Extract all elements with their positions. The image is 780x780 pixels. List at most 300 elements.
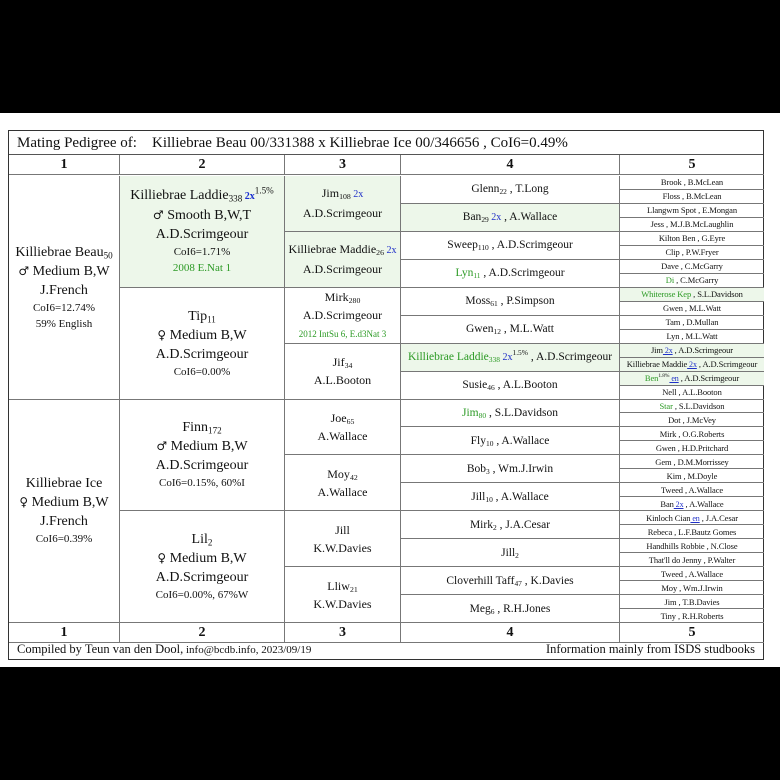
gen3-name-line [325,288,361,306]
gen3-name: Jif$_{34}$ [332,355,353,370]
gen5-owner: , D.Mullan [680,317,719,328]
gen4-owner: , M.L.Watt [500,323,554,336]
gen5-1 [620,190,764,204]
gen4-line [446,575,573,587]
sire-name: Killiebrae Beau 00/331388 [151,135,315,151]
gen5-owner: , A.D.Scrimgeour [696,359,758,370]
gen4-12 [401,511,620,539]
gen4-number: 110 [477,243,489,253]
gen5-name: Kilton Ben [658,233,696,244]
gen5-name: Jim [664,596,677,607]
column-number: 4 [506,156,514,172]
gen1-sex-icon: ♀ [19,495,29,510]
gen4-name: Moss$_{61}$ [465,295,498,309]
gen2-owner-line [156,568,249,587]
gen3-name-line [289,240,397,260]
gen2-coi: CoI6=1.71% [173,246,231,259]
gen5-line [661,583,722,593]
gen5-name: Nell [662,387,677,398]
gen5-owner: , M.Doyle [681,470,718,481]
gen2-name-line [182,418,221,437]
gen3-owner: A.D.Scrimgeour [302,206,383,221]
gen4-line [463,211,557,223]
gen5-owner: , P.W.Fryer [679,247,719,258]
gen1-dam [9,400,120,624]
gen2-2 [120,400,285,512]
gen3-owner-line [317,427,367,445]
gen5-owner: , P.Walter [701,554,736,565]
gen5-coi-pct: 1.8% [658,373,670,380]
gen2-number: 338 [228,193,243,204]
gen5-line [649,555,735,565]
gen4-0 [401,176,620,204]
gen1-sex-line [18,262,109,281]
gen5-line [666,317,719,327]
column-number: 1 [60,624,68,640]
gen2-coi: CoI6=0.15%, 60%I [159,477,245,490]
footer [9,639,763,660]
footer-credit-name: Compiled by Teun van den Dool, [17,642,184,656]
gen5-line [645,373,739,383]
gen4-5 [401,316,620,344]
gen5-owner: , S.L.Davidson [672,401,725,411]
gen2-name-line [130,186,273,206]
gen5-line [660,499,723,509]
gen5-name: Ben [644,373,659,384]
gen5-name: Tweed [660,484,683,495]
gen2-number: 2 [207,537,213,548]
gen5-25 [620,525,764,539]
gen5-name: Rebeca [647,526,673,537]
gen2-owner-line [156,225,249,244]
gen4-number: 338 [488,354,500,364]
gen5-7 [620,274,764,288]
gen4-3 [401,260,620,288]
gen4-line [501,547,519,559]
gen3-name: Moy$_{42}$ [327,466,358,482]
gen4-coi-pct: 1.5% [512,348,529,358]
gen1-extra-line [36,316,93,332]
gen1-owner: J.French [40,282,88,298]
column-number: 2 [198,156,206,172]
gen4-14 [401,567,620,595]
gen4-number: 3 [486,466,490,476]
gen5-line [663,303,721,313]
gen4-line [470,519,550,531]
gen5-name: Mirk [659,428,677,439]
gen4-name: Susie$_{46}$ [462,379,495,392]
gen2-sex-line [156,437,247,456]
gen4-13 [401,539,620,567]
gen2-desc: Medium B,W [166,327,247,343]
gen1-owner-line [40,512,88,531]
gen5-owner: , D.M.Morrissey [671,456,729,467]
gen4-line [455,267,564,279]
gen4-number: 11 [473,271,481,281]
gen3-0 [285,176,401,232]
gen4-line [471,435,550,447]
gen4-line [467,463,553,475]
gen5-line [651,345,733,355]
gen5-15 [620,386,764,400]
gen2-award: 2008 E.Nat 1 [172,262,232,275]
top-column-number-5 [620,155,764,175]
gen2-coi-line [174,244,231,260]
gen5-name: Jess [650,219,664,230]
gen5-line [655,457,728,467]
top-column-number-4 [401,155,620,175]
gen3-name: Mirk$_{280}$ [324,290,361,306]
gen3-owner: K.W.Davies [313,596,372,611]
gen1-name-line [26,474,103,493]
gen3-owner: A.Wallace [317,484,368,499]
gen5-owner: , M.L.Watt [682,303,722,314]
gen5-line [651,219,734,229]
gen5-owner: , R.H.Roberts [675,610,724,621]
gen2-desc: Medium B,W [167,439,248,455]
gen2-name: Lil$_2$ [191,532,213,548]
gen2-desc: Smooth B,W,T [163,208,252,224]
gen5-20 [620,455,764,469]
gen2-coi-pct: 1.5% [254,185,274,196]
gen1-coi-line [36,531,93,547]
gen4-owner: , K.Davies [521,574,574,587]
gen5-name: Dot [668,414,681,425]
mating-coi: , CoI6=0.49% [483,135,568,151]
gen3-owner-line [317,483,367,501]
gen5-owner: , A.Wallace [682,484,724,495]
gen3-number: 21 [349,584,358,594]
gen4-owner: , A.Wallace [501,211,558,224]
gen4-2 [401,232,620,260]
gen4-repeat-mark: 2x [499,352,513,364]
page-title [9,131,763,155]
gen5-owner: , N.Close [704,540,738,551]
gen5-owner: , Wm.J.Irwin [677,582,723,593]
gen1-name: Killiebrae Ice [25,476,103,492]
top-column-number-2 [120,155,285,175]
gen4-name: Jill$_2$ [501,546,519,560]
gen5-29 [620,581,764,595]
gen4-owner: , A.D.Scrimgeour [480,267,565,280]
gen4-number: 61 [490,299,498,309]
gen4-name: Jim$_{80}$ [462,406,487,420]
gen1-name: Killiebrae Beau$_{50}$ [15,244,113,261]
gen5-2 [620,204,764,218]
gen2-sex-icon: ♂ [156,439,168,454]
gen5-repeat-mark: 2x [687,360,697,370]
gen1-coi-line [33,300,95,316]
gen4-owner: , R.H.Jones [494,602,551,615]
gen4-owner: , T.Long [506,183,549,196]
gen2-owner: A.D.Scrimgeour [155,227,249,243]
gen4-number: 10 [485,438,494,448]
gen3-owner: A.D.Scrimgeour [302,262,383,277]
gen5-name: Clip [665,247,680,258]
gen3-name: Jim$_{108}$ [321,186,351,202]
gen5-line [662,387,721,397]
gen5-owner: , T.B.Davies [676,596,720,607]
gen4-name: Cloverhill Taff$_{47}$ [446,574,522,588]
cross-mark: x [318,135,326,151]
gen5-30 [620,595,764,609]
gen4-name: Mirk$_2$ [469,518,497,532]
gen5-owner: , M.J.B.McLaughlin [663,219,734,230]
gen1-coi: CoI6=0.39% [35,533,93,546]
column-number: 5 [688,156,696,172]
gen5-17 [620,413,764,427]
gen4-6 [401,344,620,372]
gen1-owner: J.French [40,514,88,530]
gen5-name: Tweed [660,568,683,579]
gen5-5 [620,246,764,260]
gen2-number: 11 [207,313,216,324]
gen4-4 [401,288,620,316]
gen4-line [471,183,548,195]
gen4-15 [401,595,620,623]
gen4-number: 80 [478,410,487,420]
gen1-desc: Medium B,W [29,263,110,279]
gen3-6 [285,511,401,567]
gen5-line [647,205,737,215]
gen2-1 [120,288,285,400]
gen5-owner: , L.F.Bautz Gomes [672,526,737,537]
gen5-9 [620,302,764,316]
gen1-desc: Medium B,W [28,495,109,511]
gen4-name: Gwen$_{12}$ [466,323,501,337]
gen3-owner: K.W.Davies [313,540,372,555]
gen2-sex-icon: ♀ [157,327,167,342]
gen4-line [471,491,548,503]
gen5-19 [620,441,764,455]
gen2-coi-line [159,475,245,491]
gen5-6 [620,260,764,274]
gen3-repeat-mark: 2x [350,189,364,201]
gen3-name-line [322,184,364,204]
gen3-number: 34 [344,361,353,370]
gen4-number: 6 [490,606,495,616]
gen4-owner: , A.Wallace [493,434,550,447]
top-column-number-3 [285,155,401,175]
gen5-line [641,289,743,299]
gen4-name: Sweep$_{110}$ [447,239,489,253]
gen4-number: 22 [499,187,507,197]
gen4-owner: , A.D.Scrimgeour [488,239,573,252]
gen5-owner: , A.Wallace [683,498,724,509]
gen5-name: Whiterose Kep [641,289,692,300]
gen2-owner-line [156,456,249,475]
gen2-coi-line [156,587,249,603]
gen5-line [668,415,716,425]
gen1-name-line [15,243,112,262]
gen5-owner: , B.McLean [680,191,722,202]
gen5-line [659,233,725,243]
gen2-name: Finn$_{172}$ [182,420,222,436]
title-prefix: Mating Pedigree of: [17,135,137,151]
gen5-line [661,485,723,495]
gen5-28 [620,567,764,581]
gen4-name: Meg$_6$ [469,602,495,616]
gen3-owner-line [314,371,371,389]
gen5-name: Kinloch Cian [646,512,691,523]
gen2-3 [120,511,285,623]
gen5-0 [620,176,764,190]
gen3-7 [285,567,401,623]
gen5-name: Gwen [662,303,683,314]
gen4-name: Lyn$_{11}$ [455,267,481,281]
footer-credit-contact: info@bcdb.info, 2023/09/19 [183,644,312,656]
gen2-owner: A.D.Scrimgeour [155,458,249,474]
gen5-owner: , G.Eyre [695,233,726,244]
gen3-name-line [335,521,350,539]
gen5-owner: , A.D.Scrimgeour [678,373,740,384]
gen5-31 [620,609,764,623]
gen4-line [470,603,551,615]
gen3-3 [285,344,401,400]
gen4-owner: , A.Wallace [492,490,549,503]
gen3-owner-line [303,260,382,278]
gen5-line [665,597,720,607]
gen4-number: 12 [493,327,501,337]
gen2-sex-icon: ♀ [157,551,167,566]
pedigree-frame [8,130,764,660]
gen5-line [646,513,738,523]
gen4-number: 10 [485,494,493,504]
gen4-owner: , A.D.Scrimgeour [528,351,613,364]
gen4-owner: , P.Simpson [497,295,555,308]
gen5-name: Dave [661,261,679,272]
gen3-award: 2012 IntSu 6, E.d3Nat 3 [298,329,387,340]
gen4-7 [401,372,620,400]
gen4-number: 29 [481,215,489,225]
gen5-repeat-mark: 2x [662,346,673,356]
gen5-line [660,401,725,411]
gen5-line [627,359,757,369]
gen4-name: Jill$_{10}$ [471,490,493,504]
gen5-21 [620,469,764,483]
gen5-4 [620,232,764,246]
gen2-sex-line [157,549,246,568]
gen4-owner: , Wm.J.Irwin [489,462,554,475]
gen3-owner-line [303,306,382,324]
gen3-repeat-mark: 2x [383,245,397,257]
gen4-line [466,323,554,335]
gen1-extra: 59% English [35,317,93,330]
top-column-number-1 [9,155,120,175]
gen3-name: Killiebrae Maddie$_{26}$ [288,242,384,258]
column-number: 1 [60,156,68,172]
gen5-line [661,261,723,271]
gen5-line [656,443,728,453]
gen5-24 [620,511,764,525]
gen5-name: Floss [662,191,681,202]
gen3-number: 280 [348,296,361,306]
gen4-name: Ban$_{29}$ [462,211,489,225]
gen5-name: That'll do Jenny [648,554,702,565]
gen2-sex-line [157,326,246,345]
gen4-11 [401,483,620,511]
gen4-line [462,407,558,419]
gen5-8 [620,288,764,302]
column-number: 3 [339,156,346,172]
gen5-line [646,541,737,551]
gen5-line [661,177,723,187]
gen2-name-line [192,530,213,549]
gen3-name-line [327,465,357,483]
gen2-repeat-mark: 2x [242,191,255,203]
gen5-line [666,331,717,341]
gen4-repeat-mark: 2x [488,212,502,224]
gen3-2 [285,288,401,344]
gen4-owner: , S.L.Davidson [486,406,558,419]
gen5-owner: , H.D.Pritchard [675,442,729,453]
gen4-line [447,239,573,251]
gen4-name: Bob$_3$ [466,462,490,476]
gen5-name: Brook [660,177,682,188]
gen4-owner: , A.L.Booton [494,379,558,392]
gen5-name: Ban [660,498,674,509]
gen4-1 [401,204,620,232]
gen4-9 [401,427,620,455]
gen3-4 [285,400,401,456]
column-number: 3 [339,624,346,640]
gen5-line [663,191,722,201]
gen5-10 [620,316,764,330]
gen2-desc: Medium B,W [166,551,247,567]
gen2-owner: A.D.Scrimgeour [155,346,249,362]
gen3-owner: A.L.Booton [313,373,372,388]
gen2-owner: A.D.Scrimgeour [155,570,249,586]
column-number: 4 [506,624,514,640]
gen2-coi: CoI6=0.00%, 67%W [155,589,249,602]
gen5-name: Llangwm Spot [646,205,697,216]
gen2-number: 172 [208,425,222,436]
gen3-number: 42 [349,472,358,482]
gen5-name: Killiebrae Maddie [626,359,688,370]
gen5-name: Gem [655,456,672,467]
gen5-repeat-mark: en [690,513,700,523]
gen5-owner: , B.McLean [681,177,724,188]
gen3-1 [285,232,401,288]
gen5-owner: , C.McGarry [674,275,719,286]
gen3-owner-line [313,539,371,557]
gen5-18 [620,427,764,441]
gen5-line [667,471,718,481]
gen3-name: Joe$_{65}$ [330,410,355,426]
gen5-owner: , O.G.Roberts [676,428,725,439]
gen4-name: Glenn$_{22}$ [471,183,507,197]
gen3-owner: A.Wallace [317,428,368,443]
gen4-name: Killiebrae Laddie$_{338}$ [407,351,500,364]
gen5-12 [620,344,764,358]
gen1-sex-icon: ♂ [18,263,30,278]
gen2-coi: CoI6=0.00% [173,365,231,378]
gen5-name: Handhills Robbie [646,540,705,551]
gen4-owner: , J.A.Cesar [496,518,551,531]
gen2-name: Killiebrae Laddie$_{338}$ [130,188,243,204]
gen1-owner-line [40,281,88,300]
gen1-sex-line [19,493,108,512]
gen5-owner: , E.Mongan [696,205,738,216]
gen5-13 [620,358,764,372]
gen2-0 [120,176,285,288]
gen3-owner-line [313,595,371,613]
gen4-number: 2 [492,522,497,532]
gen2-sex-line [153,206,251,225]
gen4-line [407,348,613,364]
gen5-owner: , J.McVey [680,414,716,425]
gen3-award-line [299,324,387,342]
